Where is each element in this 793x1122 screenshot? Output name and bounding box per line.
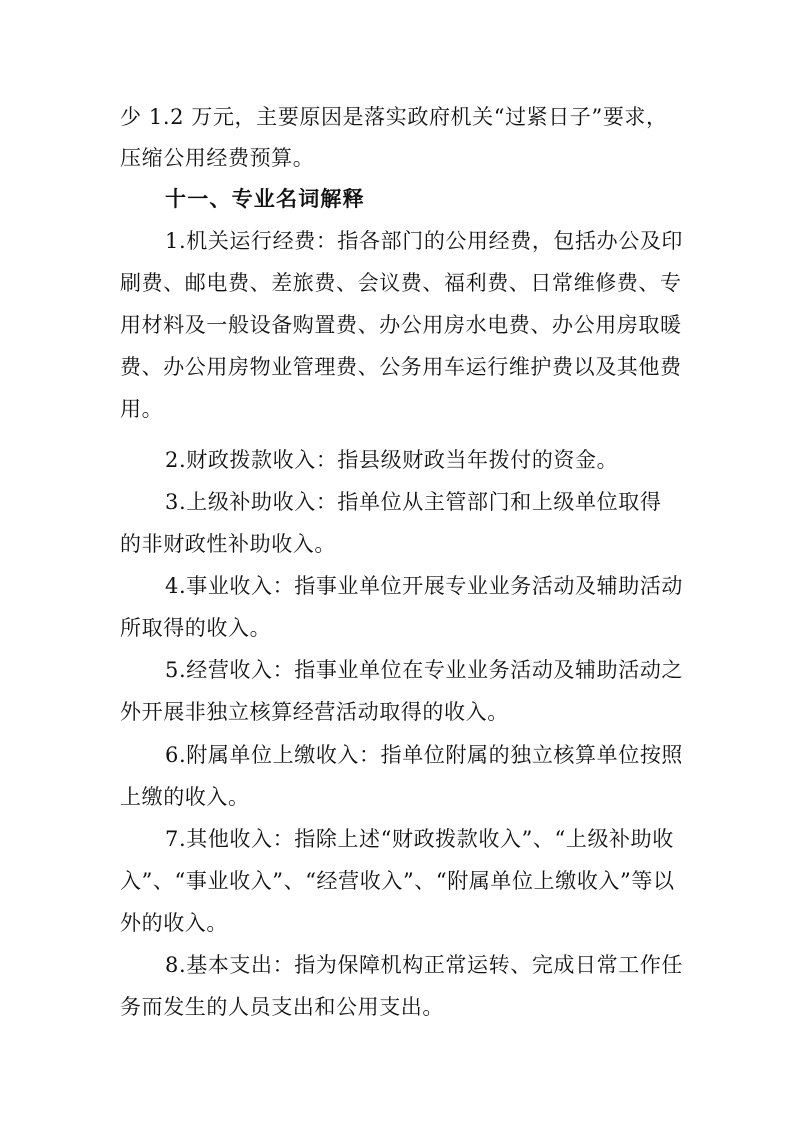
- definition-5-line: 5.经营收入：指事业单位在专业业务活动及辅助活动之: [165, 658, 684, 682]
- definition-4-line: 4.事业收入：指事业单位开展专业业务活动及辅助活动: [165, 574, 684, 598]
- definition-6-line: 上缴的收入。: [120, 785, 250, 809]
- paragraph-line: 少 1.2 万元，主要原因是落实政府机关“过紧日子”要求，: [120, 105, 668, 129]
- definition-1-line: 用。: [120, 397, 164, 421]
- definition-7-line: 入”、“事业收入”、“经营收入”、“附属单位上缴收入”等以: [120, 869, 675, 893]
- paragraph-line: 压缩公用经费预算。: [120, 146, 315, 170]
- definition-8-line: 务而发生的人员支出和公用支出。: [120, 995, 444, 1019]
- definition-7-line: 外的收入。: [120, 911, 228, 935]
- definition-1-line: 费、办公用房物业管理费、公务用车运行维护费以及其他费: [120, 355, 682, 379]
- definition-7-line: 7.其他收入：指除上述“财政拨款收入”、“上级补助收: [165, 827, 674, 851]
- definition-3-line: 3.上级补助收入：指单位从主管部门和上级单位取得: [165, 490, 662, 514]
- definition-5-line: 外开展非独立核算经营活动取得的收入。: [120, 700, 509, 724]
- definition-3-line: 的非财政性补助收入。: [120, 532, 336, 556]
- section-heading: 十一、专业名词解释: [165, 186, 365, 211]
- definition-1-line: 用材料及一般设备购置费、办公用房水电费、办公用房取暖: [120, 313, 682, 337]
- definition-4-line: 所取得的收入。: [120, 616, 272, 640]
- definition-1-line: 1.机关运行经费：指各部门的公用经费，包括办公及印: [165, 229, 684, 253]
- definition-8-line: 8.基本支出：指为保障机构正常运转、完成日常工作任: [165, 953, 684, 977]
- definition-2-line: 2.财政拨款收入：指县级财政当年拨付的资金。: [165, 448, 619, 472]
- definition-1-line: 刷费、邮电费、差旅费、会议费、福利费、日常维修费、专: [120, 271, 682, 295]
- definition-6-line: 6.附属单位上缴收入：指单位附属的独立核算单位按照: [165, 743, 684, 767]
